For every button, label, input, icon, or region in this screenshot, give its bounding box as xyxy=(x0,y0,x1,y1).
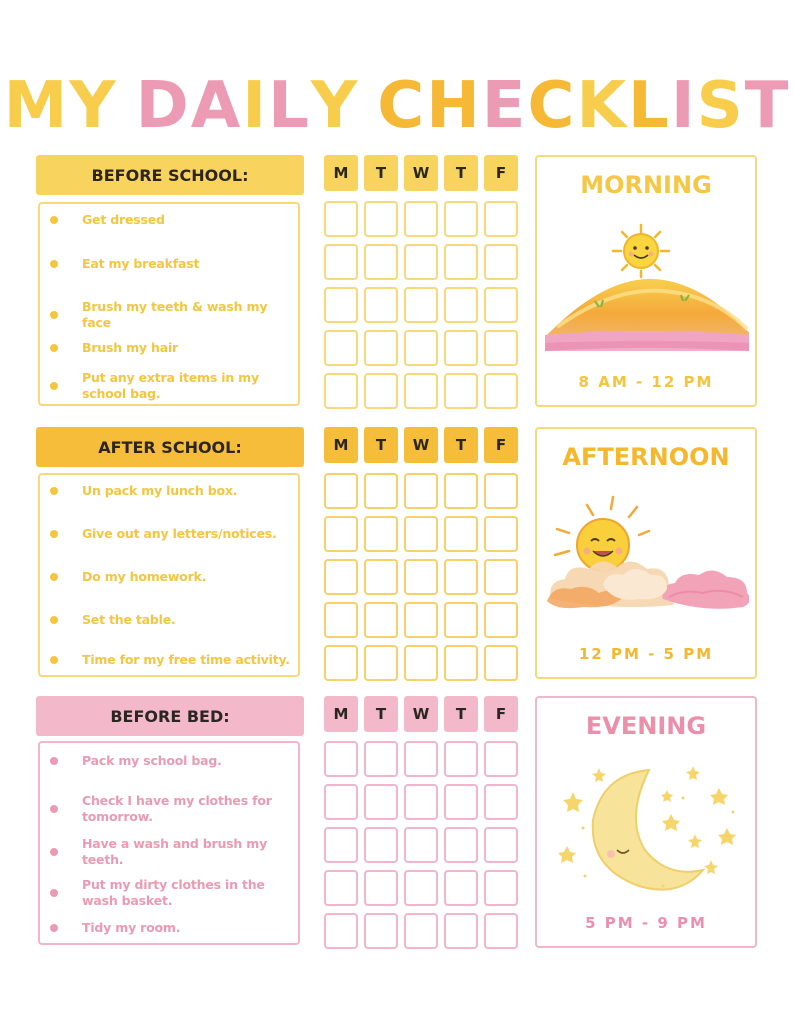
task-item xyxy=(46,256,296,272)
bullet-icon xyxy=(50,487,58,495)
checkbox[interactable] xyxy=(444,287,478,323)
title-letter: M xyxy=(3,69,70,143)
checkbox[interactable] xyxy=(324,827,358,863)
section-before-school xyxy=(0,155,794,415)
checkbox[interactable] xyxy=(484,473,518,509)
title-letter: D xyxy=(135,69,191,143)
checkbox[interactable] xyxy=(444,559,478,595)
bullet-icon xyxy=(50,924,58,932)
day-monday: M xyxy=(324,427,358,463)
checkbox[interactable] xyxy=(404,330,438,366)
task-list xyxy=(38,741,300,945)
task-label: Time for my free time activity. xyxy=(82,652,290,667)
checkbox[interactable] xyxy=(404,244,438,280)
bullet-icon xyxy=(50,889,58,897)
panel-title: AFTERNOON xyxy=(562,443,730,471)
bullet-icon xyxy=(50,344,58,352)
title-letter: Y xyxy=(310,69,360,143)
task-label: Eat my breakfast xyxy=(82,256,200,271)
checkbox[interactable] xyxy=(444,330,478,366)
task-label: Put any extra items in my school bag. xyxy=(82,370,259,401)
bullet-icon xyxy=(50,260,58,268)
checkbox[interactable] xyxy=(324,330,358,366)
checkbox[interactable] xyxy=(444,373,478,409)
title-letter: Y xyxy=(69,69,118,143)
checkbox[interactable] xyxy=(364,287,398,323)
checkbox[interactable] xyxy=(324,784,358,820)
title-letter: S xyxy=(696,69,745,143)
section-header xyxy=(36,696,304,736)
checkbox[interactable] xyxy=(364,913,398,949)
checkbox[interactable] xyxy=(404,201,438,237)
weekday-header xyxy=(322,427,518,467)
checkbox[interactable] xyxy=(444,645,478,681)
checkbox[interactable] xyxy=(484,244,518,280)
task-label: Put my dirty clothes in the wash basket. xyxy=(82,877,265,908)
checkbox[interactable] xyxy=(484,645,518,681)
title-letter: H xyxy=(426,69,482,143)
checkbox[interactable] xyxy=(484,741,518,777)
checkbox[interactable] xyxy=(324,602,358,638)
checkbox[interactable] xyxy=(444,741,478,777)
title-letter: A xyxy=(190,69,243,143)
checkbox[interactable] xyxy=(364,559,398,595)
checkbox[interactable] xyxy=(484,516,518,552)
checkbox[interactable] xyxy=(404,784,438,820)
checkbox[interactable] xyxy=(404,913,438,949)
day-friday: F xyxy=(484,696,518,732)
checkbox[interactable] xyxy=(364,244,398,280)
title-letter: L xyxy=(268,69,311,143)
title-letter: C xyxy=(377,69,427,143)
day-friday: F xyxy=(484,427,518,463)
day-monday: M xyxy=(324,696,358,732)
task-item xyxy=(46,612,296,628)
panel-title: EVENING xyxy=(585,712,707,740)
task-label: Brush my hair xyxy=(82,340,178,355)
checkbox[interactable] xyxy=(484,559,518,595)
bullet-icon xyxy=(50,805,58,813)
section-header-label: BEFORE BED: xyxy=(110,706,230,726)
checkbox[interactable] xyxy=(444,827,478,863)
bullet-icon xyxy=(50,616,58,624)
bullet-icon xyxy=(50,757,58,765)
bullet-icon xyxy=(50,848,58,856)
checkbox[interactable] xyxy=(324,287,358,323)
checkbox[interactable] xyxy=(444,516,478,552)
day-friday: F xyxy=(484,155,518,191)
checkbox[interactable] xyxy=(404,473,438,509)
checkbox[interactable] xyxy=(404,645,438,681)
checkbox[interactable] xyxy=(364,741,398,777)
page-title xyxy=(0,66,794,146)
checkbox[interactable] xyxy=(484,602,518,638)
checkbox[interactable] xyxy=(324,201,358,237)
task-item xyxy=(46,299,296,331)
panel-time: 5 PM - 9 PM xyxy=(585,914,707,932)
weekday-header xyxy=(322,696,518,736)
bullet-icon xyxy=(50,573,58,581)
task-item xyxy=(46,370,296,402)
title-letter: I xyxy=(670,69,697,143)
checkbox[interactable] xyxy=(444,244,478,280)
panel-evening xyxy=(535,696,757,948)
checkbox[interactable] xyxy=(324,741,358,777)
task-label: Tidy my room. xyxy=(82,920,181,935)
task-item xyxy=(46,753,296,769)
checkbox[interactable] xyxy=(324,645,358,681)
checkbox[interactable] xyxy=(364,473,398,509)
checkbox[interactable] xyxy=(364,784,398,820)
task-item xyxy=(46,877,296,909)
checkbox[interactable] xyxy=(364,373,398,409)
task-list xyxy=(38,473,300,677)
checkbox[interactable] xyxy=(324,473,358,509)
task-label: Do my homework. xyxy=(82,569,207,584)
title-letter: K xyxy=(576,69,629,143)
weekday-header xyxy=(322,155,518,195)
checkbox[interactable] xyxy=(364,330,398,366)
checkbox[interactable] xyxy=(404,287,438,323)
day-monday: M xyxy=(324,155,358,191)
sun-hill-illustration xyxy=(543,217,749,357)
task-label: Brush my teeth & wash my face xyxy=(82,299,268,330)
checkbox[interactable] xyxy=(444,473,478,509)
checkbox[interactable] xyxy=(364,516,398,552)
panel-morning xyxy=(535,155,757,407)
title-letter: L xyxy=(628,69,671,143)
checkbox[interactable] xyxy=(484,870,518,906)
checkbox[interactable] xyxy=(364,645,398,681)
checkbox[interactable] xyxy=(444,602,478,638)
task-item xyxy=(46,526,296,542)
section-header xyxy=(36,427,304,467)
day-thursday: T xyxy=(444,427,478,463)
task-item xyxy=(46,569,296,585)
day-tuesday: T xyxy=(364,696,398,732)
title-letter: T xyxy=(744,69,791,143)
task-item xyxy=(46,652,296,668)
task-item xyxy=(46,836,296,868)
checkbox[interactable] xyxy=(444,201,478,237)
title-letter: I xyxy=(242,69,269,143)
bullet-icon xyxy=(50,530,58,538)
checkbox[interactable] xyxy=(484,913,518,949)
task-label: Check I have my clothes for tomorrow. xyxy=(82,793,272,824)
checkbox[interactable] xyxy=(484,373,518,409)
day-wednesday: W xyxy=(404,696,438,732)
sun-cloud-illustration xyxy=(543,489,749,629)
title-text xyxy=(4,66,791,146)
task-item xyxy=(46,483,296,499)
checkbox[interactable] xyxy=(484,201,518,237)
panel-title: MORNING xyxy=(580,171,712,199)
title-letter: E xyxy=(481,69,528,143)
day-tuesday: T xyxy=(364,427,398,463)
checkbox[interactable] xyxy=(404,827,438,863)
checkbox[interactable] xyxy=(444,784,478,820)
task-label: Pack my school bag. xyxy=(82,753,222,768)
bullet-icon xyxy=(50,311,58,319)
checkbox[interactable] xyxy=(484,330,518,366)
bullet-icon xyxy=(50,382,58,390)
day-thursday: T xyxy=(444,155,478,191)
section-header xyxy=(36,155,304,195)
checkbox[interactable] xyxy=(444,870,478,906)
task-item xyxy=(46,793,296,825)
task-item xyxy=(46,212,296,228)
checkbox[interactable] xyxy=(324,244,358,280)
checkbox[interactable] xyxy=(404,870,438,906)
section-header-label: BEFORE SCHOOL: xyxy=(91,165,249,185)
checkbox[interactable] xyxy=(324,516,358,552)
checkbox[interactable] xyxy=(404,373,438,409)
checkbox[interactable] xyxy=(324,870,358,906)
moon-stars-illustration xyxy=(543,758,749,898)
task-label: Set the table. xyxy=(82,612,176,627)
bullet-icon xyxy=(50,216,58,224)
checkbox[interactable] xyxy=(324,559,358,595)
checkbox[interactable] xyxy=(404,559,438,595)
panel-time: 8 AM - 12 PM xyxy=(578,373,714,391)
task-item xyxy=(46,340,296,356)
checkbox[interactable] xyxy=(364,870,398,906)
checkbox[interactable] xyxy=(324,373,358,409)
checkbox[interactable] xyxy=(404,741,438,777)
checkbox[interactable] xyxy=(404,516,438,552)
task-label: Give out any letters/notices. xyxy=(82,526,277,541)
task-list xyxy=(38,202,300,406)
checkbox[interactable] xyxy=(484,287,518,323)
task-label: Get dressed xyxy=(82,212,165,227)
section-header-label: AFTER SCHOOL: xyxy=(98,437,242,457)
checkbox[interactable] xyxy=(364,201,398,237)
section-before-bed xyxy=(0,696,794,956)
panel-afternoon xyxy=(535,427,757,679)
checkbox[interactable] xyxy=(484,827,518,863)
task-label: Un pack my lunch box. xyxy=(82,483,238,498)
day-wednesday: W xyxy=(404,155,438,191)
checkbox[interactable] xyxy=(484,784,518,820)
checkbox[interactable] xyxy=(364,827,398,863)
checkbox[interactable] xyxy=(324,913,358,949)
task-item xyxy=(46,920,296,936)
checkbox[interactable] xyxy=(364,602,398,638)
task-label: Have a wash and brush my teeth. xyxy=(82,836,268,867)
day-wednesday: W xyxy=(404,427,438,463)
checkbox[interactable] xyxy=(404,602,438,638)
title-letter: C xyxy=(527,69,577,143)
day-tuesday: T xyxy=(364,155,398,191)
day-thursday: T xyxy=(444,696,478,732)
panel-time: 12 PM - 5 PM xyxy=(578,645,714,663)
section-after-school xyxy=(0,427,794,687)
checkbox[interactable] xyxy=(444,913,478,949)
bullet-icon xyxy=(50,656,58,664)
